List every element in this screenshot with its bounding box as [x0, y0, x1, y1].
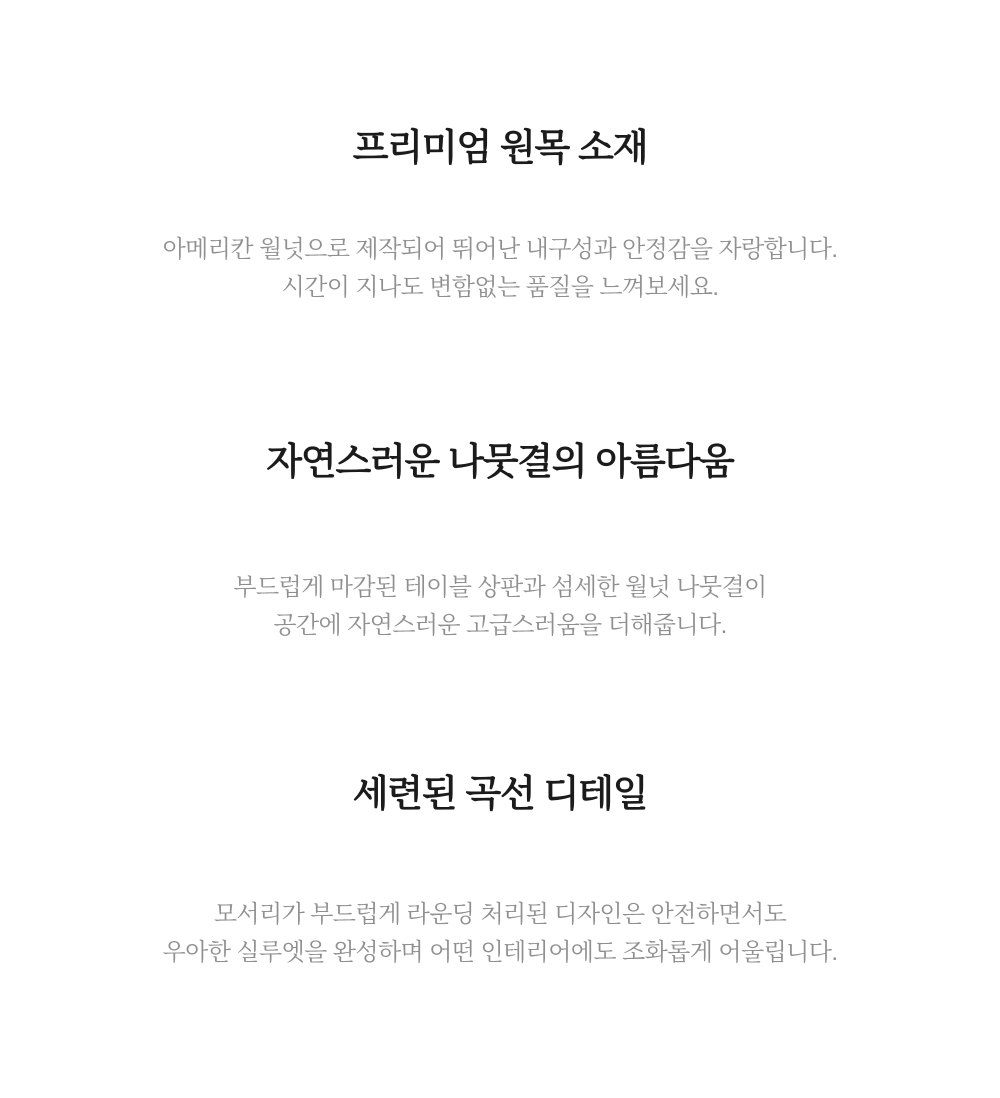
- section-body-premium-wood: [0, 231, 1000, 307]
- body-line: 아메리칸 월넛으로 제작되어 뛰어난 내구성과 안정감을 자랑합니다.: [162, 236, 838, 263]
- section-title-curve-detail: 세련된 곡선 디테일: [352, 773, 648, 814]
- body-line: 공간에 자연스러운 고급스러움을 더해줍니다.: [273, 612, 727, 639]
- section-body-wood-grain: [0, 569, 1000, 645]
- feature-section-premium-wood: [0, 126, 1000, 307]
- feature-section-wood-grain: [0, 440, 1000, 645]
- body-line: 모서리가 부드럽게 라운딩 처리된 디자인은 안전하면서도: [213, 901, 787, 928]
- section-title-premium-wood: 프리미엄 원목 소재: [352, 127, 648, 168]
- section-body-curve-detail: [0, 896, 1000, 972]
- body-line: 우아한 실루엣을 완성하며 어떤 인테리어에도 조화롭게 어울립니다.: [162, 939, 838, 966]
- body-line: 부드럽게 마감된 테이블 상판과 섬세한 월넛 나뭇결이: [233, 574, 767, 601]
- section-title-wood-grain: 자연스러운 나뭇결의 아름다움: [266, 441, 734, 482]
- feature-section-curve-detail: [0, 772, 1000, 972]
- body-line: 시간이 지나도 변함없는 품질을 느껴보세요.: [281, 274, 719, 301]
